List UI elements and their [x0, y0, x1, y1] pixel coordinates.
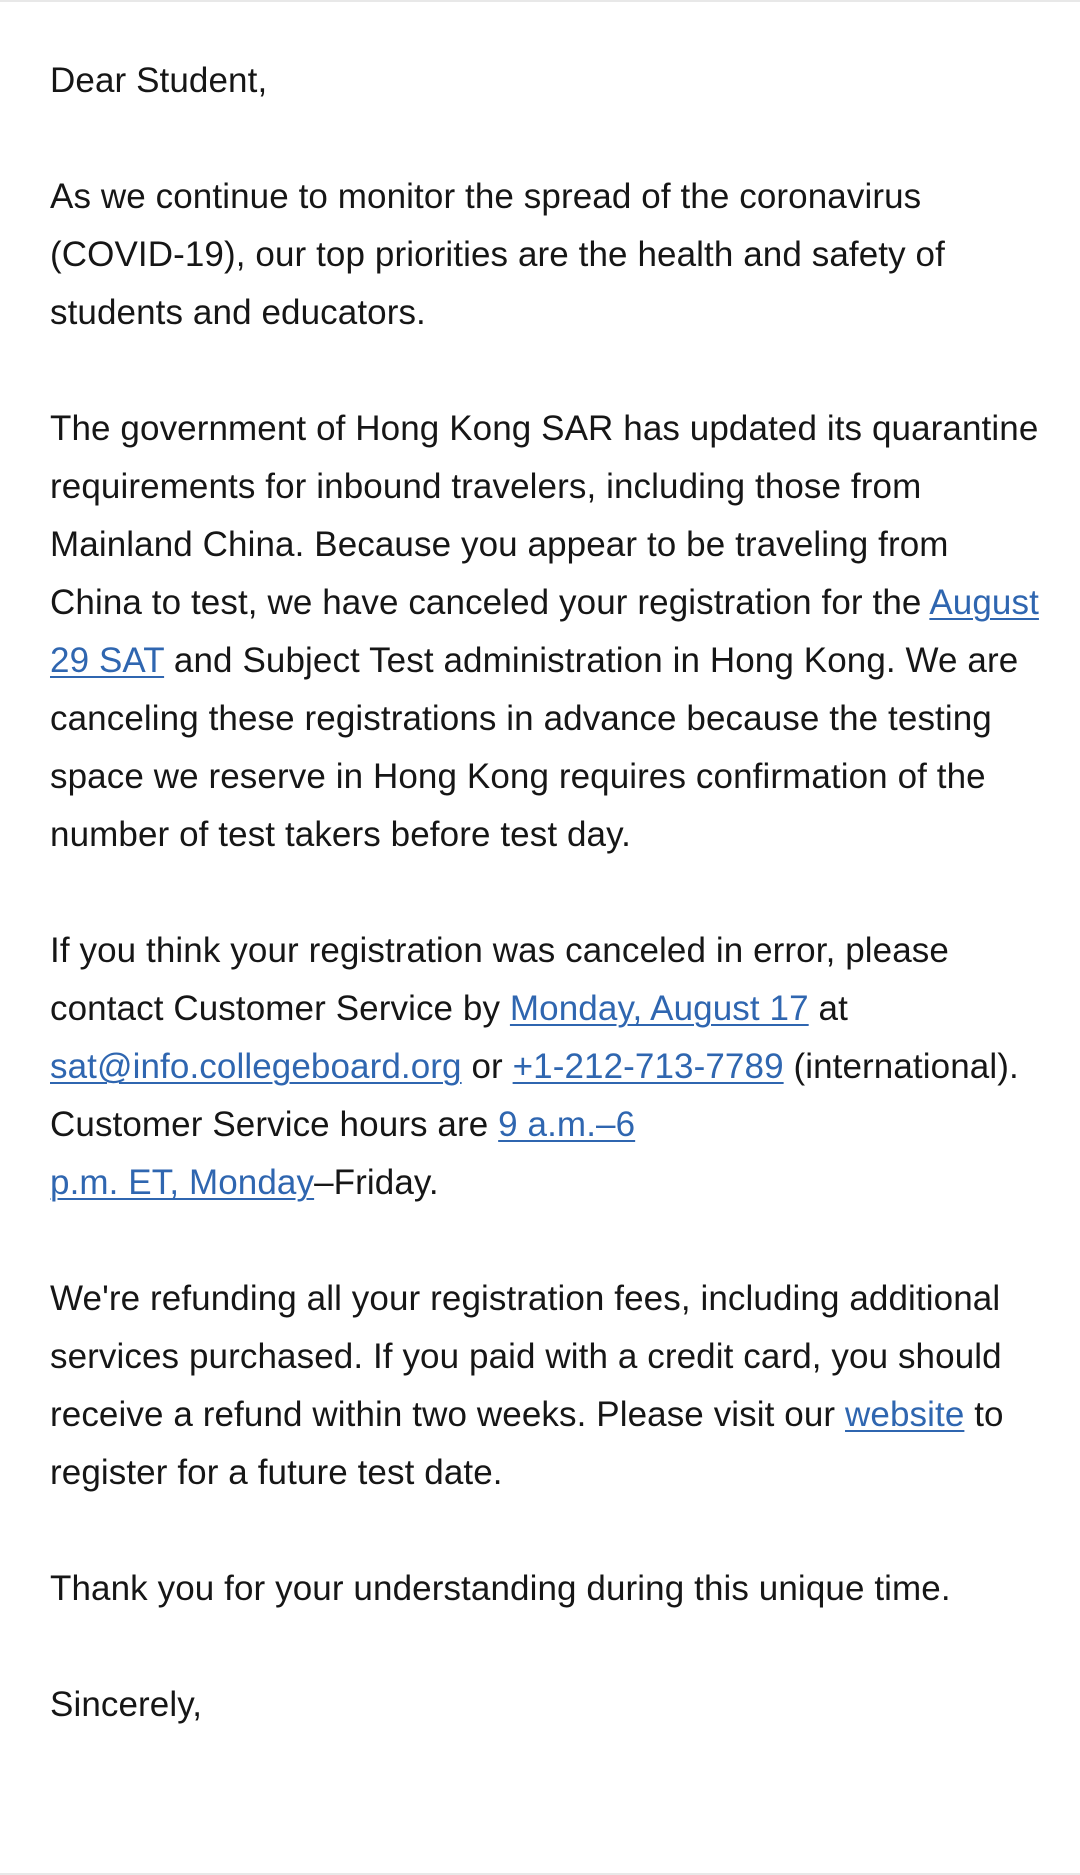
contact-text: If you think your registration was canceled in error, please contact Customer Service by [50, 931, 949, 1028]
paragraph-customer-service [50, 922, 1050, 1212]
august-29-sat-link[interactable]: August 29 SAT [50, 583, 1039, 680]
service-hours-link-part1[interactable]: 9 a.m.–6 [498, 1105, 636, 1144]
deadline-date-link[interactable]: Monday, August 17 [509, 989, 809, 1028]
service-hours-link-part2[interactable]: p.m. ET, Monday [50, 1163, 315, 1202]
email-link[interactable]: sat@info.collegeboard.org [50, 1047, 462, 1086]
paragraph-thanks: Thank you for your understanding during this unique time. [50, 1569, 951, 1608]
service-days-text: –Friday. [314, 1163, 439, 1202]
closing: Sincerely, [50, 1685, 203, 1724]
greeting: Dear Student, [50, 61, 268, 100]
international-text: (international). Customer Service hours are [50, 1047, 1019, 1144]
paragraph-refund [50, 1270, 1050, 1502]
cancellation-text-end: and Subject Test administration in Hong Kong. We are canceling these registrations in advance because the testing space we reserve in Hong Kong requires confirmation of the number of test takers before test day. [50, 641, 1019, 854]
paragraph-cancellation [50, 400, 1050, 864]
refund-text: We're refunding all your registration fees, including additional services purchased. If you paid with a credit card, you should receive a refund within two weeks. Please visit our [50, 1279, 1002, 1434]
email-body [50, 52, 1050, 1734]
cancellation-text-start: The government of Hong Kong SAR has updated its quarantine requirements for inbound travelers, including those from Mainland China. Because you appear to be traveling from China to test, we have canceled your registration for the [50, 409, 1039, 622]
contact-at-text: at [808, 989, 848, 1028]
paragraph-covid-priorities: As we continue to monitor the spread of the coronavirus (COVID-19), our top priorities are the health and safety of students and educators. [50, 177, 945, 332]
phone-link[interactable]: +1-212-713-7789 [512, 1047, 784, 1086]
contact-or-text: or [461, 1047, 513, 1086]
register-future-text: to register for a future test date. [50, 1395, 1004, 1492]
website-link[interactable]: website [845, 1395, 965, 1434]
